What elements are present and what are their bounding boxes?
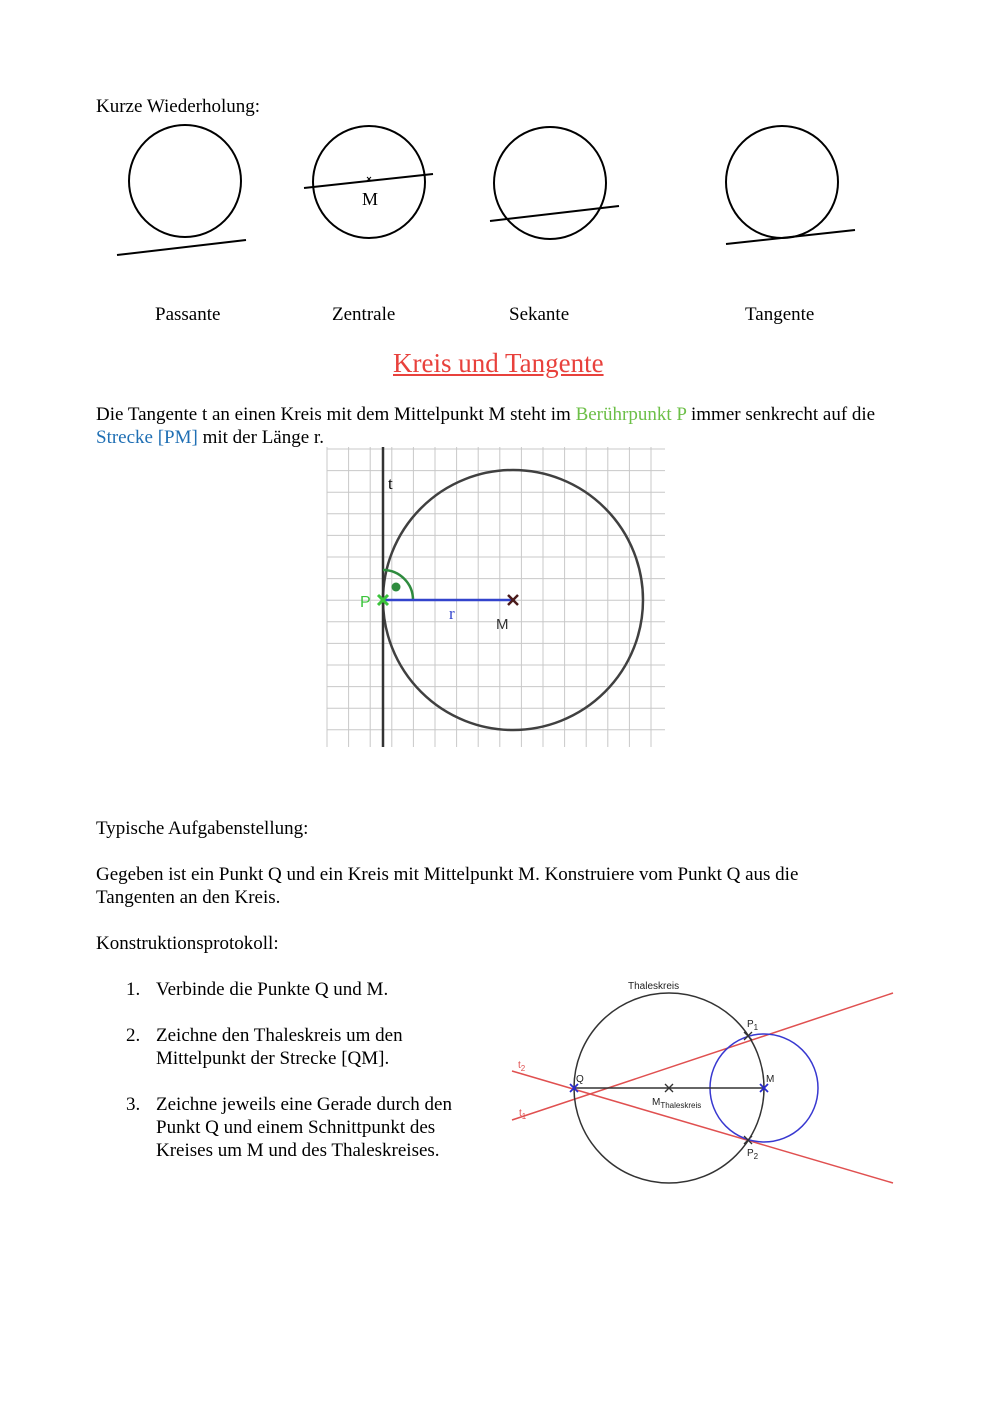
segment-term: Strecke [PM] (96, 427, 198, 448)
tangente-circle (726, 126, 838, 238)
t1-label: $t_1$ (519, 1108, 527, 1121)
grid (327, 447, 665, 747)
label-passante: Passante (155, 304, 221, 325)
label-sekante: Sekante (509, 304, 570, 325)
intro-paragraph (96, 403, 896, 449)
protocol-step: 2. Zeichne den Thaleskreis um den Mittelpunkt der Strecke [QM]. (126, 1025, 403, 1069)
radius-label: r (449, 604, 455, 623)
protocol-step: 1. Verbinde die Punkte Q und M. (126, 979, 389, 1000)
review-figures (0, 110, 992, 310)
m-label: M (766, 1074, 775, 1085)
review-heading: Kurze Wiederholung: (96, 96, 261, 117)
tangente-line (726, 230, 855, 244)
intro-part2: immer senkrecht auf die (686, 404, 876, 425)
protocol-steps (126, 978, 486, 1185)
p2-label: $P_2$ (747, 1148, 759, 1161)
sekante-line (490, 206, 619, 221)
passante-line (117, 240, 246, 255)
label-tangente: Tangente (745, 304, 815, 325)
intro-part3: mit der Länge r. (197, 427, 324, 448)
task-text: Gegeben ist ein Punkt Q und ein Kreis mit Mittelpunkt M. Konstruiere vom Punkt Q aus die Tangenten an den Kreis. (96, 864, 799, 908)
right-angle-dot (392, 583, 401, 592)
touch-point-term: Berührpunkt P (575, 404, 687, 425)
tangent-t2 (512, 993, 893, 1120)
protocol-step: 3. Zeichne jeweils eine Gerade durch den Punkt Q und einem Schnittpunkt des Kreises um M und des Thaleskreises. (126, 1094, 452, 1161)
zentrale-circle (313, 126, 425, 238)
thales-figure (505, 975, 905, 1205)
t2-label: $t_2$ (518, 1060, 526, 1073)
q-label: Q (576, 1074, 584, 1085)
page-title: Kreis und Tangente (393, 348, 604, 378)
zentrale-line (304, 174, 433, 188)
tangent-figure (327, 447, 667, 749)
task-heading: Typische Aufgabenstellung: (96, 818, 309, 839)
zentrale-center-label: M (362, 189, 379, 209)
passante-circle (129, 125, 241, 237)
point-p-label: P (360, 594, 371, 611)
sekante-circle (494, 127, 606, 239)
label-zentrale: Zentrale (332, 304, 396, 325)
protocol-heading: Konstruktionsprotokoll: (96, 933, 279, 954)
thales-label: Thaleskreis (628, 981, 680, 992)
p1-label: $P_1$ (747, 1019, 759, 1032)
point-m-label: M (496, 616, 509, 633)
m-thales-label: $M_{Thaleskreis}$ (652, 1097, 702, 1110)
tangent-label: t (388, 474, 393, 493)
intro-part1: Die Tangente t an einen Kreis mit dem Mittelpunkt M steht im (96, 404, 576, 425)
